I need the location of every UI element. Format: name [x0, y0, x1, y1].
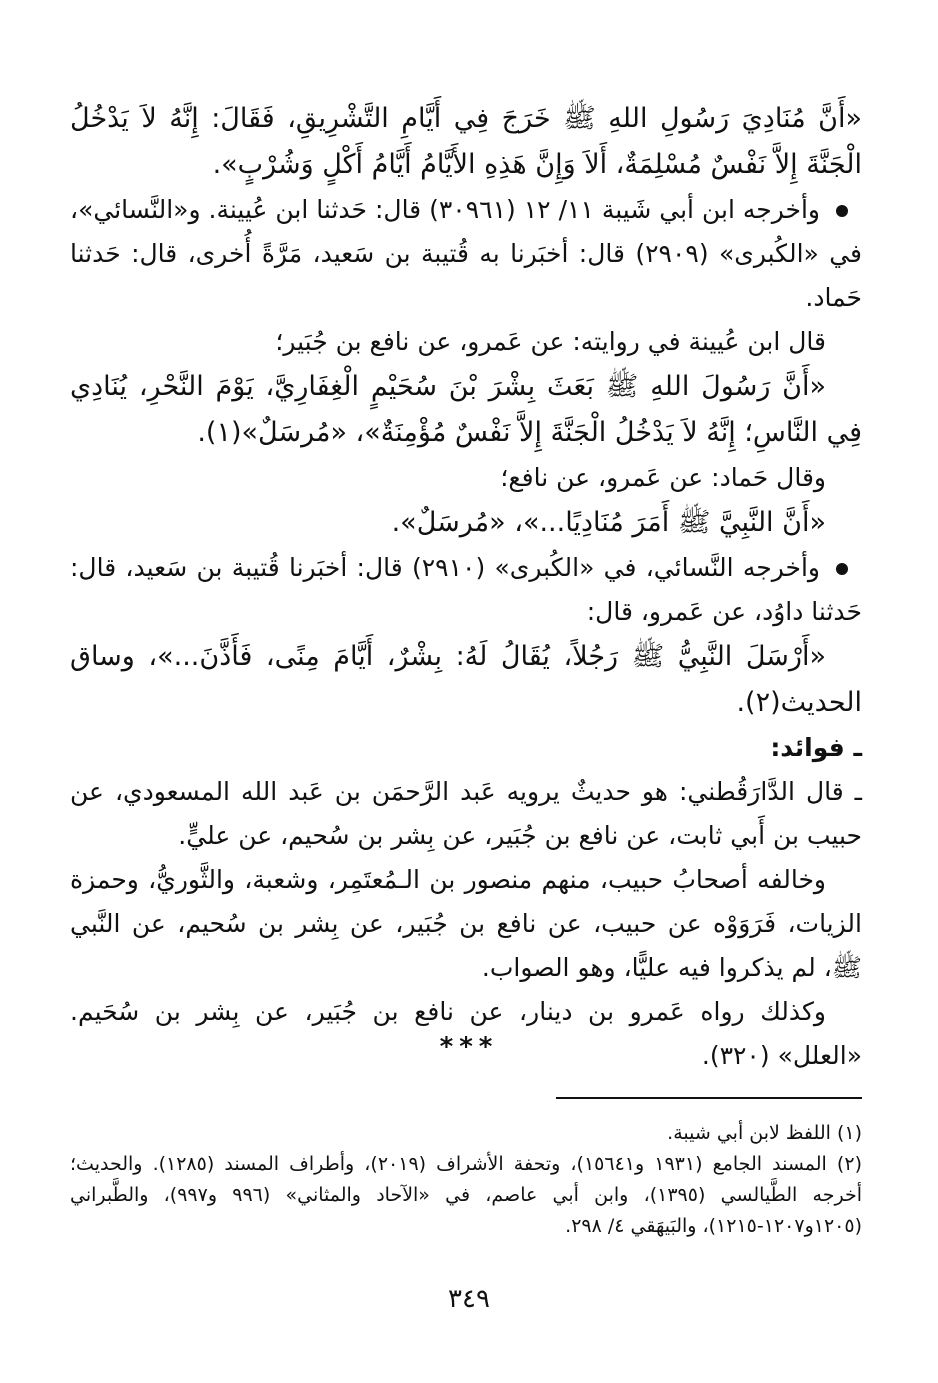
narration-note: وقال حَماد: عن عَمرو، عن نافع؛: [500, 463, 826, 492]
footnote-divider: [556, 1097, 862, 1099]
commentary-paragraph: ـ قال الدَّارَقُطني: هو حديثٌ يرويه عَبد الرَّحمَن بن عَبد الله المسعودي، عن حبيب بن أَبي ثابت، عن نافع بن جُبَير، عن بِشر بن سُحيم، عن عليٍّ.: [70, 777, 862, 850]
commentary-paragraph: وكذلك رواه عَمرو بن دينار، عن نافع بن جُبَير، عن بِشر بن سُحَيم. «العلل» (٣٢٠).: [70, 997, 862, 1070]
takhrij-paragraph: [70, 546, 862, 634]
bullet-icon: [836, 205, 848, 217]
section-heading: ـ فوائد:: [770, 733, 862, 762]
hadith-text: «أَنَّ مُنَادِيَ رَسُولِ اللهِ ﷺ خَرَجَ فِي أَيَّامِ التَّشْرِيقِ، فَقَالَ: إِنَّهُ لاَ يَدْخُلُ الْجَنَّةَ إِلاَّ نَفْسٌ مُسْلِمَةٌ، أَلاَ وَإِنَّ هَذِهِ الأَيَّامُ أَيَّامُ أَكْلٍ وَشُرْبٍ».: [70, 103, 862, 180]
hadith-text: «أَنَّ النَّبِيَّ ﷺ أَمَرَ مُنَادِيًا...»، «مُرسَلٌ».: [391, 507, 826, 538]
footnote: (١) اللفظ لابن أبي شيبة.: [667, 1122, 862, 1144]
bullet-icon: [836, 563, 848, 575]
section-separator: ***: [439, 1032, 499, 1062]
takhrij-text: وأخرجه النَّسائي، في «الكُبرى» (٢٩١٠) قال: أخبَرنا قُتيبة بن سَعيد، قال: حَدثنا داوُد، عن عَمرو، قال:: [70, 553, 862, 626]
hadith-text: «أَنَّ رَسُولَ اللهِ ﷺ بَعَثَ بِشْرَ بْنَ سُحَيْمٍ الْغِفَارِيَّ، يَوْمَ النَّحْرِ، يُنَادِي فِي النَّاسِ؛ إِنَّهُ لاَ يَدْخُلُ الْجَنَّةَ إِلاَّ نَفْسٌ مُؤْمِنَةٌ»، «مُرسَلٌ»(١).: [70, 371, 862, 448]
footnotes: [70, 1118, 862, 1242]
takhrij-paragraph: [70, 188, 862, 320]
narration-note: قال ابن عُيينة في روايته: عن عَمرو، عن نافع بن جُبَير؛: [275, 327, 826, 356]
page-number: ٣٤٩: [448, 1284, 490, 1314]
footnote: (٢) المسند الجامع (١٩٣١ و١٥٦٤١)، وتحفة الأشراف (٢٠١٩)، وأطراف المسند (١٢٨٥). والحديث؛ أخرجه الطَّيالسي (١٣٩٥)، وابن أبي عاصم، في «الآحاد والمثاني» (٩٩٦ و٩٩٧)، والطَّبراني (١٢٠٥و١٢٠٧-١٢١٥)، والبَيهَقي ٤/ ٢٩٨.: [70, 1153, 862, 1237]
takhrij-text: وأخرجه ابن أبي شَيبة ١١/ ١٢ (٣٠٩٦١) قال: حَدثنا ابن عُيينة. و«النَّسائي»، في «الكُبرى» (٢٩٠٩) قال: أخبَرنا به قُتيبة بن سَعيد، مَرَّةً أُخرى، قال: حَدثنا حَماد.: [70, 195, 863, 312]
hadith-text: «أَرْسَلَ النَّبِيُّ ﷺ رَجُلاً، يُقَالُ لَهُ: بِشْرٌ، أَيَّامَ مِنًى، فَأَذَّنَ...»، وساق الحديث(٢).: [70, 641, 862, 718]
main-text: [70, 96, 862, 1078]
commentary-paragraph: وخالفه أصحابُ حبيب، منهم منصور بن الـمُعتَمِر، وشعبة، والثَّوريُّ، وحمزة الزيات، فَرَوَوْه عن حبيب، عن نافع بن جُبَير، عن بِشر بن سُحيم، عن النَّبي ﷺ، لم يذكروا فيه عليًّا، وهو الصواب.: [70, 865, 862, 982]
